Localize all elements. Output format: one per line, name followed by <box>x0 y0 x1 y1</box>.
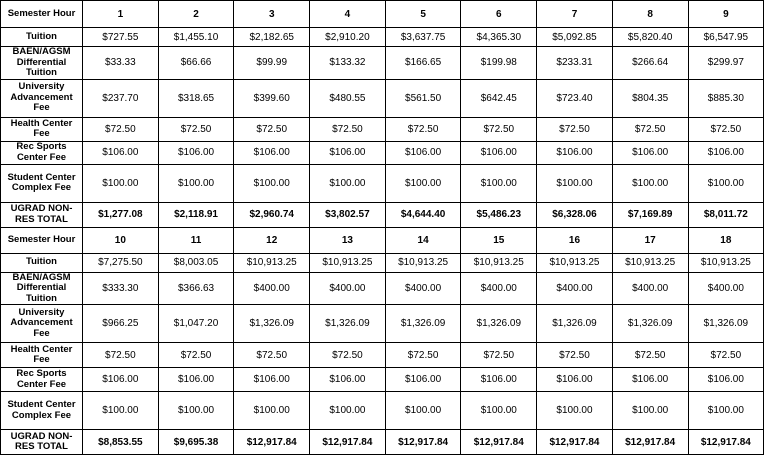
fee-cell: $106.00 <box>461 141 537 164</box>
fee-cell: $1,326.09 <box>461 305 537 343</box>
table-row <box>1 343 764 368</box>
semester-hour-cell: 7 <box>537 1 613 28</box>
semester-hour-cell: 15 <box>461 227 537 253</box>
fee-cell: $72.50 <box>688 343 764 368</box>
semester-hour-cell: 10 <box>83 227 159 253</box>
fee-cell: $1,326.09 <box>612 305 688 343</box>
total-label: UGRAD NON-RES TOTAL <box>1 430 83 455</box>
total-cell: $9,695.38 <box>158 430 234 455</box>
fee-cell: $106.00 <box>461 368 537 392</box>
fee-cell: $5,820.40 <box>612 28 688 47</box>
fee-cell: $100.00 <box>612 392 688 430</box>
row-label: University Advancement Fee <box>1 79 83 117</box>
fee-cell: $72.50 <box>310 343 386 368</box>
fee-cell: $100.00 <box>310 164 386 202</box>
table-row <box>1 368 764 392</box>
semester-hour-cell: 11 <box>158 227 234 253</box>
table-row <box>1 272 764 305</box>
fee-cell: $100.00 <box>612 164 688 202</box>
total-cell: $12,917.84 <box>537 430 613 455</box>
fee-cell: $480.55 <box>310 79 386 117</box>
total-cell: $12,917.84 <box>461 430 537 455</box>
semester-hour-cell: 1 <box>83 1 159 28</box>
fee-cell: $561.50 <box>385 79 461 117</box>
fee-cell: $399.60 <box>234 79 310 117</box>
total-cell: $4,644.40 <box>385 202 461 227</box>
fee-cell: $237.70 <box>83 79 159 117</box>
row-label: Rec Sports Center Fee <box>1 368 83 392</box>
fee-cell: $100.00 <box>158 392 234 430</box>
fee-cell: $10,913.25 <box>310 253 386 272</box>
fee-cell: $233.31 <box>537 47 613 80</box>
fee-cell: $723.40 <box>537 79 613 117</box>
fee-cell: $1,326.09 <box>234 305 310 343</box>
fee-cell: $1,326.09 <box>537 305 613 343</box>
semester-hour-cell: 6 <box>461 1 537 28</box>
fee-cell: $106.00 <box>310 141 386 164</box>
semester-hour-cell: 17 <box>612 227 688 253</box>
fee-cell: $100.00 <box>461 164 537 202</box>
fee-cell: $400.00 <box>461 272 537 305</box>
fee-cell: $400.00 <box>234 272 310 305</box>
fee-cell: $4,365.30 <box>461 28 537 47</box>
table-row <box>1 79 764 117</box>
fee-cell: $106.00 <box>612 368 688 392</box>
table-row <box>1 47 764 80</box>
semester-hour-cell: 5 <box>385 1 461 28</box>
total-cell: $1,277.08 <box>83 202 159 227</box>
fee-cell: $8,003.05 <box>158 253 234 272</box>
semester-hour-cell: 3 <box>234 1 310 28</box>
fee-cell: $7,275.50 <box>83 253 159 272</box>
fee-cell: $299.97 <box>688 47 764 80</box>
fee-cell: $400.00 <box>310 272 386 305</box>
row-label: Health Center Fee <box>1 343 83 368</box>
total-cell: $12,917.84 <box>234 430 310 455</box>
fee-cell: $333.30 <box>83 272 159 305</box>
semester-hour-cell: 18 <box>688 227 764 253</box>
fee-cell: $106.00 <box>158 368 234 392</box>
semester-hour-cell: 12 <box>234 227 310 253</box>
fee-cell: $400.00 <box>385 272 461 305</box>
table-row <box>1 141 764 164</box>
fee-cell: $199.98 <box>461 47 537 80</box>
total-cell: $5,486.23 <box>461 202 537 227</box>
fee-cell: $100.00 <box>385 164 461 202</box>
fee-cell: $1,047.20 <box>158 305 234 343</box>
fee-cell: $2,182.65 <box>234 28 310 47</box>
total-cell: $12,917.84 <box>612 430 688 455</box>
fee-cell: $106.00 <box>537 141 613 164</box>
row-label: BAEN/AGSM Differential Tuition <box>1 272 83 305</box>
fee-cell: $106.00 <box>83 368 159 392</box>
semester-hour-cell: 16 <box>537 227 613 253</box>
fee-cell: $106.00 <box>158 141 234 164</box>
table-row <box>1 253 764 272</box>
fee-cell: $1,455.10 <box>158 28 234 47</box>
total-cell: $12,917.84 <box>688 430 764 455</box>
fee-cell: $72.50 <box>688 117 764 141</box>
table-row <box>1 305 764 343</box>
total-cell: $8,011.72 <box>688 202 764 227</box>
semester-hour-label: Semester Hour <box>1 227 83 253</box>
fee-cell: $10,913.25 <box>537 253 613 272</box>
fee-cell: $72.50 <box>612 117 688 141</box>
fee-cell: $106.00 <box>310 368 386 392</box>
fee-cell: $33.33 <box>83 47 159 80</box>
fee-cell: $72.50 <box>385 117 461 141</box>
fee-cell: $400.00 <box>688 272 764 305</box>
fee-cell: $99.99 <box>234 47 310 80</box>
semester-hour-cell: 14 <box>385 227 461 253</box>
fee-cell: $106.00 <box>385 368 461 392</box>
row-label: Student Center Complex Fee <box>1 164 83 202</box>
fee-cell: $106.00 <box>612 141 688 164</box>
fee-cell: $318.65 <box>158 79 234 117</box>
semester-hour-cell: 4 <box>310 1 386 28</box>
semester-hour-header-row <box>1 227 764 253</box>
fee-cell: $1,326.09 <box>310 305 386 343</box>
fee-cell: $72.50 <box>461 117 537 141</box>
fee-cell: $366.63 <box>158 272 234 305</box>
fee-cell: $72.50 <box>537 343 613 368</box>
fee-cell: $2,910.20 <box>310 28 386 47</box>
total-cell: $3,802.57 <box>310 202 386 227</box>
semester-hour-cell: 13 <box>310 227 386 253</box>
fee-cell: $10,913.25 <box>385 253 461 272</box>
total-cell: $8,853.55 <box>83 430 159 455</box>
fee-cell: $72.50 <box>83 343 159 368</box>
total-cell: $12,917.84 <box>385 430 461 455</box>
fee-cell: $72.50 <box>385 343 461 368</box>
fee-cell: $100.00 <box>688 392 764 430</box>
total-row <box>1 430 764 455</box>
row-label: Tuition <box>1 28 83 47</box>
semester-hour-cell: 8 <box>612 1 688 28</box>
fee-cell: $400.00 <box>537 272 613 305</box>
fee-cell: $106.00 <box>83 141 159 164</box>
semester-hour-cell: 2 <box>158 1 234 28</box>
total-cell: $7,169.89 <box>612 202 688 227</box>
fee-cell: $72.50 <box>310 117 386 141</box>
table-row <box>1 28 764 47</box>
fee-cell: $727.55 <box>83 28 159 47</box>
fee-cell: $3,637.75 <box>385 28 461 47</box>
semester-hour-header-row <box>1 1 764 28</box>
row-label: Health Center Fee <box>1 117 83 141</box>
fee-cell: $885.30 <box>688 79 764 117</box>
fee-cell: $72.50 <box>461 343 537 368</box>
fee-cell: $100.00 <box>158 164 234 202</box>
fee-cell: $72.50 <box>537 117 613 141</box>
fee-cell: $100.00 <box>537 164 613 202</box>
fee-cell: $966.25 <box>83 305 159 343</box>
row-label: Rec Sports Center Fee <box>1 141 83 164</box>
fee-cell: $10,913.25 <box>688 253 764 272</box>
fee-cell: $100.00 <box>688 164 764 202</box>
fee-cell: $72.50 <box>612 343 688 368</box>
semester-hour-label: Semester Hour <box>1 1 83 28</box>
total-cell: $2,960.74 <box>234 202 310 227</box>
fee-cell: $72.50 <box>158 117 234 141</box>
table-row <box>1 117 764 141</box>
total-cell: $2,118.91 <box>158 202 234 227</box>
fee-cell: $1,326.09 <box>385 305 461 343</box>
fee-cell: $106.00 <box>234 141 310 164</box>
fee-cell: $100.00 <box>461 392 537 430</box>
fee-cell: $100.00 <box>83 164 159 202</box>
fee-cell: $72.50 <box>158 343 234 368</box>
fee-cell: $1,326.09 <box>688 305 764 343</box>
table-row <box>1 164 764 202</box>
row-label: BAEN/AGSM Differential Tuition <box>1 47 83 80</box>
fee-cell: $642.45 <box>461 79 537 117</box>
total-label: UGRAD NON-RES TOTAL <box>1 202 83 227</box>
row-label: Student Center Complex Fee <box>1 392 83 430</box>
fee-cell: $72.50 <box>83 117 159 141</box>
semester-hour-cell: 9 <box>688 1 764 28</box>
fee-cell: $5,092.85 <box>537 28 613 47</box>
fee-cell: $100.00 <box>385 392 461 430</box>
fee-table-body <box>1 1 764 455</box>
fee-cell: $100.00 <box>234 392 310 430</box>
total-cell: $6,328.06 <box>537 202 613 227</box>
row-label: Tuition <box>1 253 83 272</box>
fee-cell: $133.32 <box>310 47 386 80</box>
fee-cell: $100.00 <box>310 392 386 430</box>
fee-cell: $106.00 <box>688 141 764 164</box>
fee-cell: $100.00 <box>83 392 159 430</box>
total-cell: $12,917.84 <box>310 430 386 455</box>
fee-cell: $106.00 <box>537 368 613 392</box>
fee-cell: $106.00 <box>385 141 461 164</box>
fee-cell: $66.66 <box>158 47 234 80</box>
fee-cell: $10,913.25 <box>461 253 537 272</box>
fee-cell: $10,913.25 <box>234 253 310 272</box>
row-label: University Advancement Fee <box>1 305 83 343</box>
fee-cell: $100.00 <box>234 164 310 202</box>
fee-cell: $106.00 <box>688 368 764 392</box>
table-row <box>1 392 764 430</box>
fee-cell: $6,547.95 <box>688 28 764 47</box>
fee-cell: $100.00 <box>537 392 613 430</box>
fee-cell: $804.35 <box>612 79 688 117</box>
fee-cell: $72.50 <box>234 117 310 141</box>
fee-cell: $166.65 <box>385 47 461 80</box>
fee-cell: $72.50 <box>234 343 310 368</box>
total-row <box>1 202 764 227</box>
fee-cell: $400.00 <box>612 272 688 305</box>
fee-cell: $106.00 <box>234 368 310 392</box>
fee-cell: $10,913.25 <box>612 253 688 272</box>
fee-cell: $266.64 <box>612 47 688 80</box>
